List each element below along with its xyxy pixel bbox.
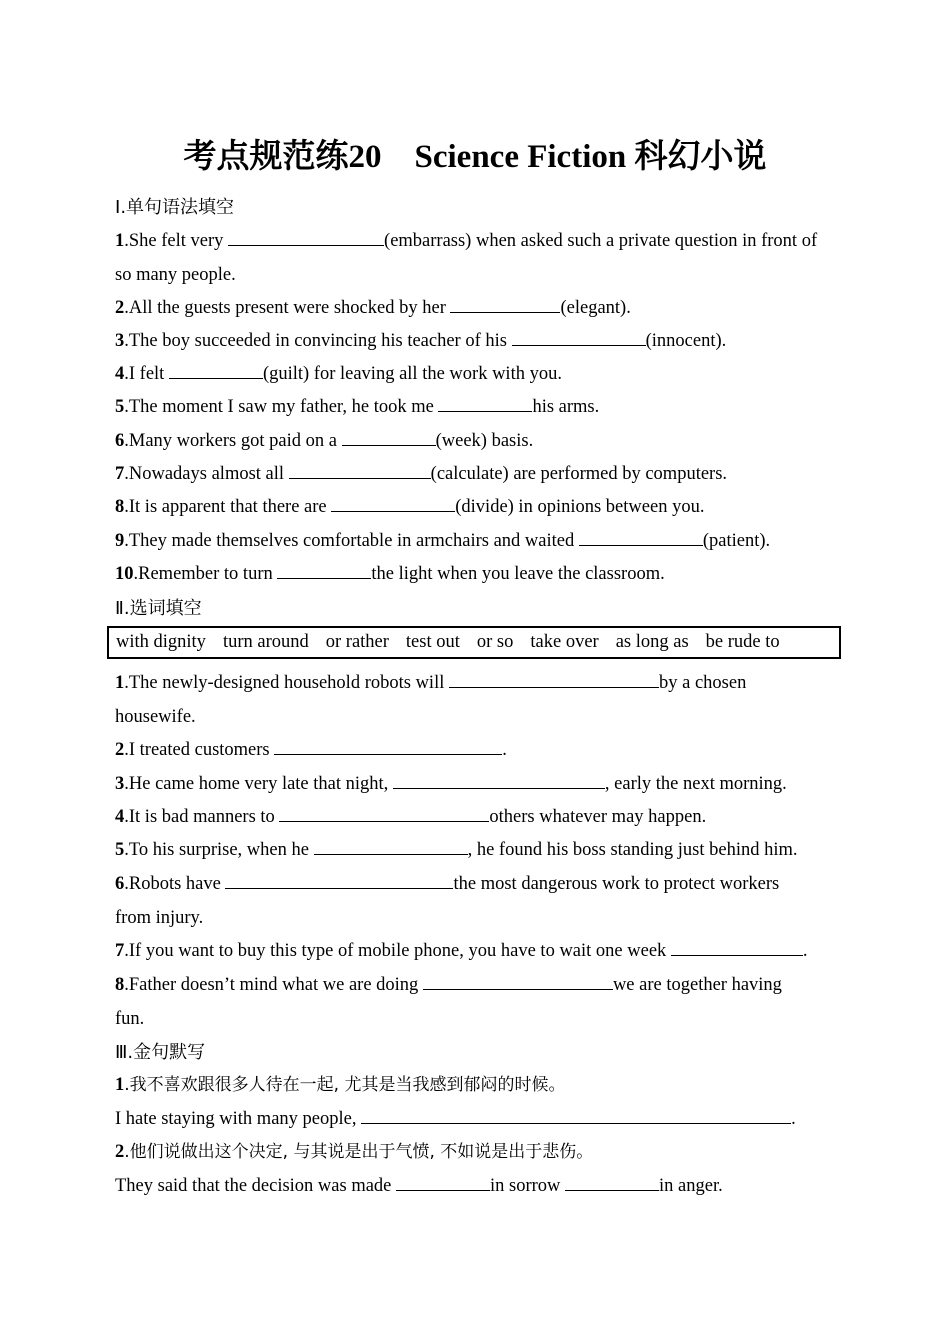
s1-question-8: 8.It is apparent that there are (divide) in opinions between you. [115, 497, 705, 517]
answer-blank[interactable] [279, 805, 489, 822]
word-bank-item: test out [405, 632, 460, 652]
page-title: 考点规范练20 Science Fiction 科幻小说 [183, 139, 767, 175]
answer-blank[interactable] [438, 395, 532, 412]
s2-question-6: 6.Robots have the most dangerous work to protect workers [115, 874, 780, 894]
s2-question-7: 7.If you want to buy this type of mobile phone, you have to wait one week . [115, 941, 808, 961]
answer-blank[interactable] [342, 429, 436, 446]
word-bank-item: take over [530, 632, 599, 652]
answer-blank[interactable] [396, 1174, 490, 1191]
answer-blank[interactable] [393, 772, 605, 789]
word-bank-item: or so [476, 632, 514, 652]
section-2-numeral: Ⅱ [115, 598, 124, 618]
answer-blank[interactable] [169, 362, 263, 379]
s1-question-1-cont: so many people. [115, 265, 236, 285]
s2-question-5: 5.To his surprise, when he , he found his boss standing just behind him. [115, 840, 798, 860]
section-1-heading [115, 195, 234, 220]
section-2-label: .选词填空 [123, 598, 202, 619]
s2-question-4: 4.It is bad manners to others whatever may happen. [115, 807, 707, 827]
section-3-heading [115, 1040, 205, 1065]
answer-blank[interactable] [449, 671, 659, 688]
s1-question-2: 2.All the guests present were shocked by her (elegant). [115, 298, 631, 318]
answer-blank[interactable] [331, 495, 455, 512]
answer-blank[interactable] [277, 562, 371, 579]
s1-question-9: 9.They made themselves comfortable in armchairs and waited (patient). [115, 531, 771, 551]
s3-question-2-chinese: 2.他们说做出这个决定, 与其说是出于气愤, 不如说是出于悲伤。 [115, 1142, 594, 1162]
answer-blank[interactable] [512, 329, 646, 346]
answer-blank[interactable] [423, 973, 613, 990]
s1-question-10: 10.Remember to turn the light when you leave the classroom. [115, 564, 665, 584]
word-bank-item: turn around [222, 632, 309, 652]
s2-question-8: 8.Father doesn’t mind what we are doing we are together having [115, 975, 782, 995]
s1-question-5: 5.The moment I saw my father, he took me his arms. [115, 397, 600, 417]
answer-blank[interactable] [579, 529, 703, 546]
word-bank-item: with dignity [116, 632, 206, 652]
s2-question-1: 1.The newly-designed household robots will by a chosen [115, 673, 747, 693]
s1-question-6: 6.Many workers got paid on a (week) basis. [115, 431, 534, 451]
answer-blank[interactable] [565, 1174, 659, 1191]
word-bank-item: or rather [325, 632, 389, 652]
answer-blank[interactable] [361, 1107, 791, 1124]
word-bank-item: be rude to [705, 632, 780, 652]
section-1-numeral: Ⅰ [115, 197, 121, 217]
s3-question-1-english: I hate staying with many people, . [115, 1109, 796, 1129]
answer-blank[interactable] [314, 838, 468, 855]
answer-blank[interactable] [450, 296, 560, 313]
section-3-numeral: Ⅲ [115, 1042, 128, 1062]
s1-question-1: 1.She felt very (embarrass) when asked such a private question in front of [115, 231, 818, 251]
s2-question-2: 2.I treated customers . [115, 740, 507, 760]
s1-question-7: 7.Nowadays almost all (calculate) are performed by computers. [115, 464, 728, 484]
answer-blank[interactable] [289, 462, 431, 479]
s3-question-2-english: They said that the decision was made in sorrow in anger. [115, 1176, 723, 1196]
s2-question-8-cont: fun. [115, 1009, 145, 1029]
s1-question-3: 3.The boy succeeded in convincing his teacher of his (innocent). [115, 331, 727, 351]
answer-blank[interactable] [228, 229, 384, 246]
answer-blank[interactable] [225, 872, 453, 889]
section-3-label: .金句默写 [127, 1042, 206, 1063]
section-1-label: .单句语法填空 [120, 197, 235, 218]
answer-blank[interactable] [274, 738, 502, 755]
s2-question-3: 3.He came home very late that night, , early the next morning. [115, 774, 787, 794]
s1-question-4: 4.I felt (guilt) for leaving all the work with you. [115, 364, 562, 384]
answer-blank[interactable] [671, 939, 803, 956]
s2-question-1-cont: housewife. [115, 707, 196, 727]
s2-question-6-cont: from injury. [115, 908, 204, 928]
section-2-heading [115, 596, 202, 621]
s3-question-1-chinese: 1.我不喜欢跟很多人待在一起, 尤其是当我感到郁闷的时候。 [115, 1075, 566, 1095]
word-bank-box [107, 626, 841, 659]
word-bank-item: as long as [615, 632, 689, 652]
